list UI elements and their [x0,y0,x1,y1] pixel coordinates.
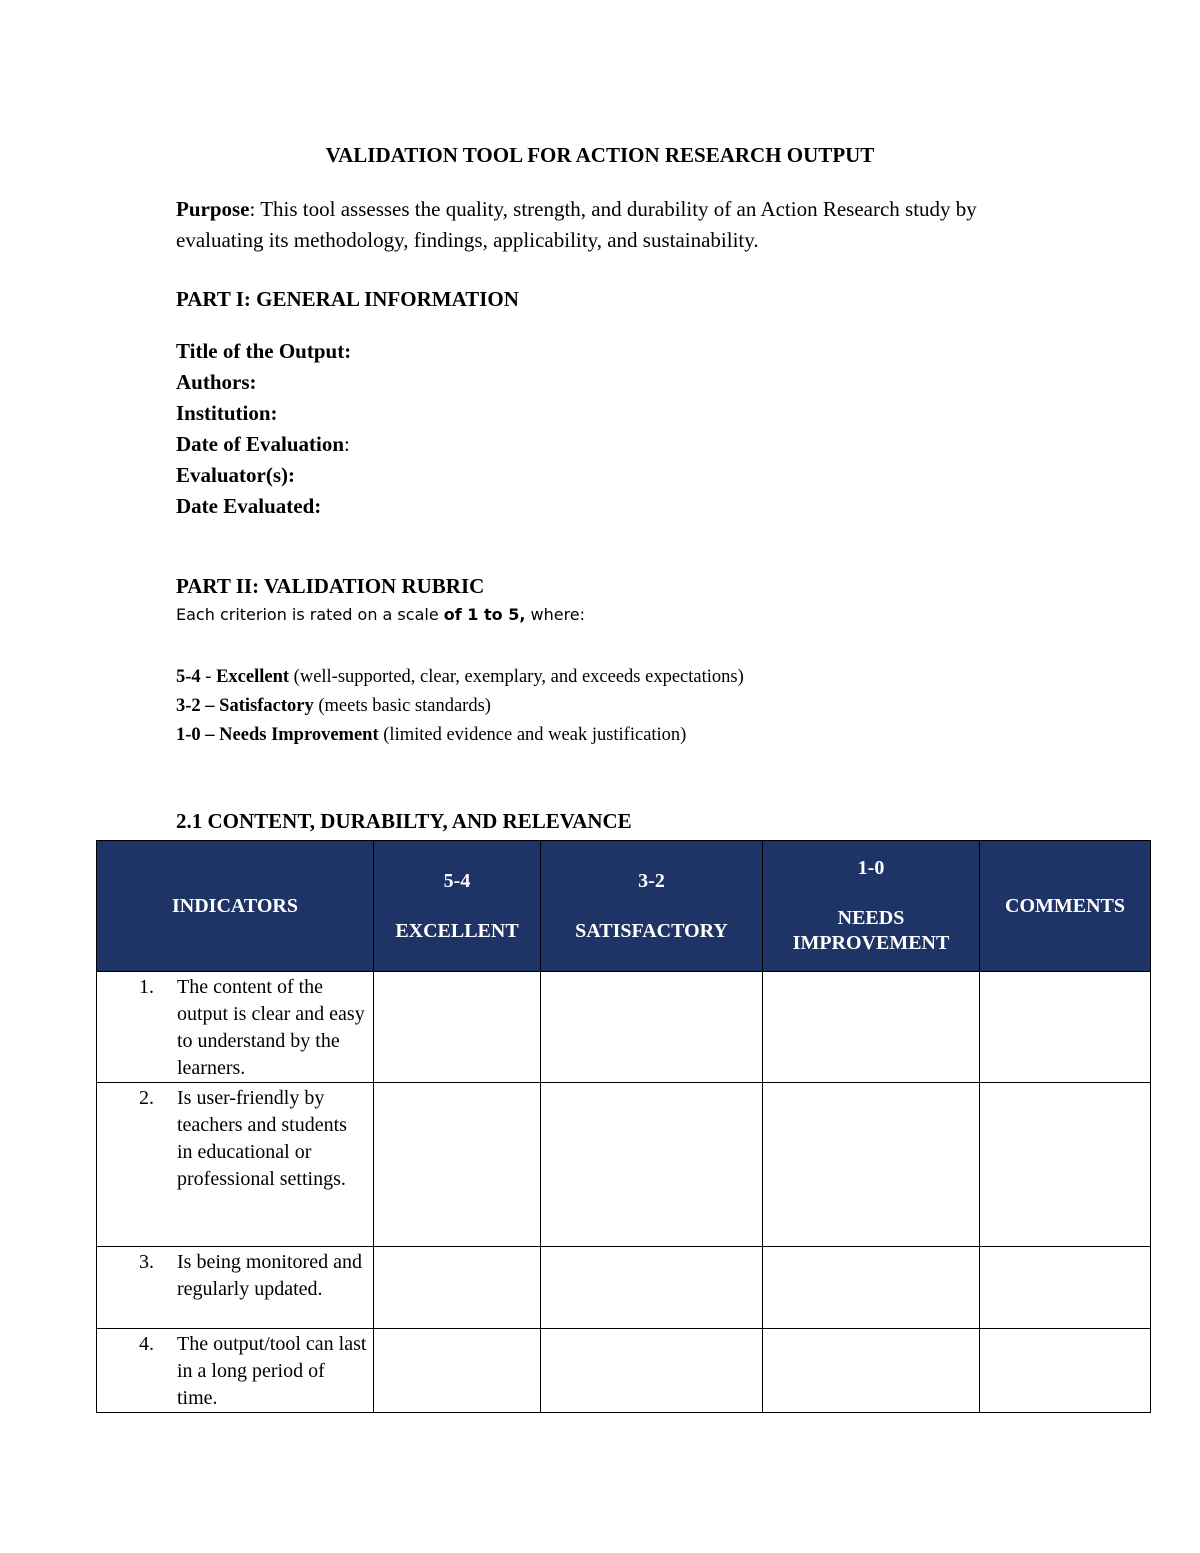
rating-satisfactory: 3-2 – Satisfactory (meets basic standards) [176,696,491,716]
field-institution: Institution: [176,401,278,425]
satisfactory-cell[interactable] [541,1083,763,1247]
col-excellent: 5-4 EXCELLENT [374,841,541,972]
purpose-paragraph [176,194,1036,256]
rating-needs-improvement: 1-0 – Needs Improvement (limited evidence and weak justification) [176,725,687,745]
comments-cell[interactable] [980,1329,1151,1413]
indicator-cell: 4. The output/tool can last in a long period of time. [97,1329,374,1413]
needs-improvement-cell[interactable] [763,972,980,1083]
indicator-cell: 2. Is user-friendly by teachers and students in educational or professional settings. [97,1083,374,1247]
col-satisfactory: 3-2 SATISFACTORY [541,841,763,972]
scale-note: Each criterion is rated on a scale of 1 to 5, where: [176,605,586,624]
comments-cell[interactable] [980,1083,1151,1247]
section-2-1-heading: 2.1 CONTENT, DURABILTY, AND RELEVANCE [176,809,632,833]
rating-legend [176,663,744,750]
field-authors: Authors: [176,370,257,394]
col-indicators: INDICATORS [97,841,374,972]
excellent-cell[interactable] [374,1329,541,1413]
table-row [97,1329,1151,1413]
table-row [97,1247,1151,1329]
excellent-cell[interactable] [374,972,541,1083]
table-row [97,1083,1151,1247]
excellent-cell[interactable] [374,1247,541,1329]
field-evaluators: Evaluator(s): [176,463,295,487]
document-title: VALIDATION TOOL FOR ACTION RESEARCH OUTPUT [325,143,875,167]
comments-cell[interactable] [980,1247,1151,1329]
satisfactory-cell[interactable] [541,972,763,1083]
satisfactory-cell[interactable] [541,1329,763,1413]
satisfactory-cell[interactable] [541,1247,763,1329]
excellent-cell[interactable] [374,1083,541,1247]
table-row [97,972,1151,1083]
comments-cell[interactable] [980,972,1151,1083]
part2-heading: PART II: VALIDATION RUBRIC [176,574,485,598]
field-date-of-evaluation: Date of Evaluation: [176,432,350,456]
indicator-cell: 3. Is being monitored and regularly updated. [97,1247,374,1329]
col-comments: COMMENTS [980,841,1151,972]
needs-improvement-cell[interactable] [763,1247,980,1329]
rubric-table [96,840,1151,1413]
field-title-of-output: Title of the Output: [176,339,352,363]
purpose-text: : This tool assesses the quality, strength, and durability of an Action Research study by evaluating its methodology, findings, applicability, and sustainability. [176,197,977,252]
rubric-header-row [97,841,1151,972]
rating-excellent: 5-4 - Excellent (well-supported, clear, exemplary, and exceeds expectations) [176,667,744,687]
indicator-cell: 1. The content of the output is clear and easy to understand by the learners. [97,972,374,1083]
purpose-label: Purpose [176,197,250,221]
needs-improvement-cell[interactable] [763,1329,980,1413]
general-info-fields [176,336,351,522]
needs-improvement-cell[interactable] [763,1083,980,1247]
col-needs-improvement: 1-0 NEEDS IMPROVEMENT [763,841,980,972]
field-date-evaluated: Date Evaluated: [176,494,322,518]
part1-heading: PART I: GENERAL INFORMATION [176,287,519,311]
